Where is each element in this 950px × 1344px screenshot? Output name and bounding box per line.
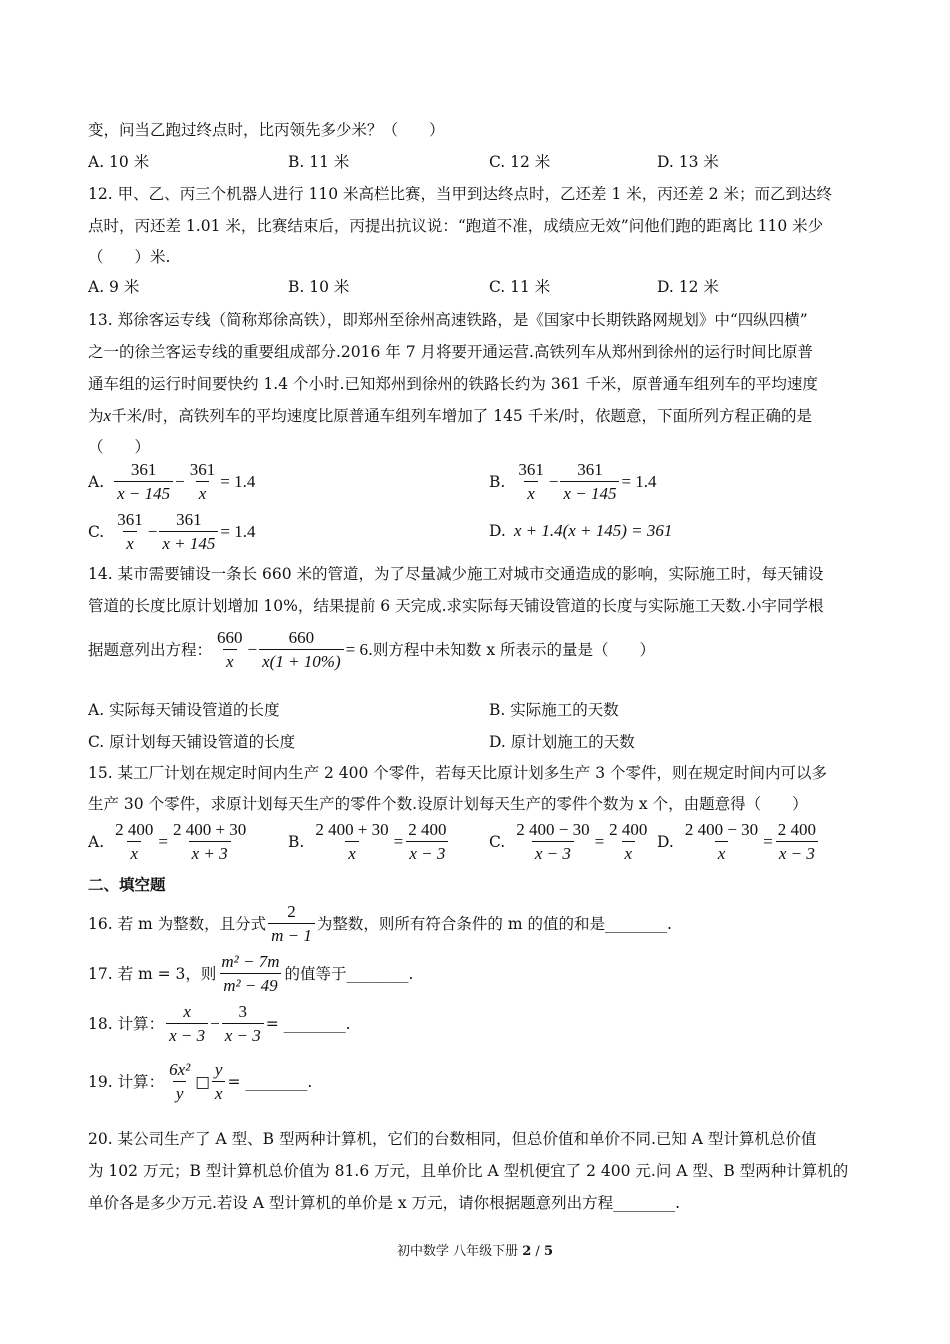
fraction: $\frac{2 400 - 30}{x}$ [684, 820, 759, 863]
q11-option-d: D. 13 米 [657, 153, 719, 171]
fraction: $\frac{361}{x - 145}$ [114, 460, 173, 503]
fraction: $\frac{2 400}{x - 3}$ [777, 820, 816, 863]
fraction: $\frac{361}{x + 145}$ [159, 510, 218, 553]
q12-option-c: C. 11 米 [489, 278, 551, 296]
q13-line5: （ ） [88, 438, 151, 456]
fraction: $\frac{x}{x - 3}$ [166, 1002, 208, 1045]
fraction: $\frac{361}{x - 145}$ [560, 460, 619, 503]
fraction: $\frac{2}{m - 1}$ [268, 902, 315, 945]
q11-tail: 变，问当乙跑过终点时，比丙领先多少米？（ ） [88, 121, 445, 139]
fraction: $\frac{660}{x(1 + 10\%)}$ [259, 628, 344, 671]
q15-option-c: C. $\frac{2 400 - 30}{x - 3}$ = $\frac{2 400}{x}$ [489, 820, 652, 863]
q13-option-d: D. x + 1.4(x + 145) = 361 [489, 521, 673, 540]
q15-option-d: D. $\frac{2 400 - 30}{x}$ = $\frac{2 400}{x - 3}$ [657, 820, 821, 863]
fraction: $\frac{2 400}{x - 3}$ [408, 820, 447, 863]
q14-line1: 14. 某市需要铺设一条长 660 米的管道，为了尽量减少施工对城市交通造成的影响，实际施工时，每天铺设 [88, 565, 824, 583]
fraction: $\frac{\text{m² − 7m}}{\text{m² − 49}}$ [221, 952, 280, 995]
q20-line3: 单价各是多少万元.若设 A 型计算机的单价是 x 万元，请你根据题意列出方程________. [88, 1194, 680, 1212]
q13-option-a: A. $\frac{361}{x - 145}$ − $\frac{361}{x}$ = 1.4 [88, 460, 256, 503]
q14-option-c: C. 原计划每天铺设管道的长度 [88, 733, 296, 751]
q15-option-a: A. $\frac{2 400}{x}$ = $\frac{2 400 + 30}{x + 3}$ [88, 820, 251, 863]
fraction: $\frac{y}{x}$ [212, 1060, 226, 1103]
page-footer: 初中数学 八年级下册 2 / 5 [396, 1244, 553, 1259]
q13-line2: 之一的徐兰客运专线的重要组成部分.2016 年 7 月将要开通运营.高铁列车从郑州到徐州的运行时间比原普 [88, 343, 813, 361]
q14-option-d: D. 原计划施工的天数 [489, 733, 635, 751]
q11-option-b: B. 11 米 [288, 153, 350, 171]
q18: 18. 计算： $\frac{x}{x - 3}$ − $\frac{3}{x - 3}$ = ________. [88, 1002, 351, 1045]
fraction: $\frac{3}{x - 3}$ [222, 1002, 264, 1045]
fraction: $\frac{2 400 - 30}{x - 3}$ [516, 820, 590, 863]
fraction: $\frac{2 400 + 30}{x + 3}$ [172, 820, 247, 863]
q20-line2: 为 102 万元；B 型计算机总价值为 81.6 万元，且单价比 A 型机便宜了 2 400 元.问 A 型、B 型两种计算机的 [88, 1162, 849, 1180]
fraction: $\frac{2 400}{x}$ [115, 820, 154, 863]
q13-option-c: C. $\frac{361}{x}$ − $\frac{361}{x + 145}$ = 1.4 [88, 510, 256, 553]
q12-line2: 点时，丙还差 1.01 米，比赛结束后，丙提出抗议说：“跑道不准，成绩应无效”问他们跑的距离比 110 米少 [88, 217, 824, 235]
q12-line1: 12. 甲、乙、丙三个机器人进行 110 米高栏比赛，当甲到达终点时，乙还差 1 米，丙还差 2 米；而乙到达终 [88, 185, 832, 203]
q12-option-a: A. 9 米 [88, 278, 140, 296]
q20-line1: 20. 某公司生产了 A 型、B 型两种计算机，它们的台数相同，但总价值和单价不同.已知 A 型计算机总价值 [88, 1130, 817, 1148]
fraction: $\frac{361}{x}$ [189, 460, 216, 503]
q14-option-b: B. 实际施工的天数 [489, 701, 619, 719]
q15-line1: 15. 某工厂计划在规定时间内生产 2 400 个零件，若每天比原计划多生产 3 个零件，则在规定时间内可以多 [88, 764, 828, 782]
section-heading: 二、填空题 [88, 876, 166, 894]
fraction: $\frac{\text{6x²}}{y}$ [169, 1060, 191, 1103]
q12-option-b: B. 10 米 [288, 278, 350, 296]
q15-line2: 生产 30 个零件，求原计划每天生产的零件个数.设原计划每天生产的零件个数为 x 个，由题意得（ ） [88, 795, 808, 813]
q11-option-c: C. 12 米 [489, 153, 551, 171]
q13-option-b: B. $\frac{361}{x}$ − $\frac{361}{x - 145}$ = 1.4 [489, 460, 657, 503]
q14-line2: 管道的长度比原计划增加 10%，结果提前 6 天完成.求实际每天铺设管道的长度与实际施工天数.小宇同学根 [88, 597, 824, 615]
q14-line3: 据题意列出方程： $\frac{660}{x}$ − $\frac{660}{x(1 + 10\%)}$ = 6 .则方程中未知数 x 所表示的量是（ ） [88, 628, 655, 671]
fraction: $\frac{361}{x}$ [518, 460, 544, 503]
q13-line1: 13. 郑徐客运专线（简称郑徐高铁），即郑州至徐州高速铁路，是《国家中长期铁路网规划》中“四纵四横” [88, 311, 808, 329]
q12-line3: （ ）米. [88, 248, 171, 266]
fraction: $\frac{2 400}{x}$ [609, 820, 648, 863]
q19: 19. 计算： $\frac{\text{6x²}}{y}$ □ $\frac{y}{x}$ = ________. [88, 1060, 313, 1103]
q13-line4: 为x千米/时，高铁列车的平均速度比原普通车组列车增加了 145 千米/时，依题意，下面所列方程正确的是 [88, 406, 812, 425]
q16: 16. 若 m 为整数，且分式 $\frac{2}{m - 1}$ 为整数，则所有符合条件的 m 的值的和是________. [88, 902, 672, 945]
q12-option-d: D. 12 米 [657, 278, 719, 296]
q14-option-a: A. 实际每天铺设管道的长度 [88, 701, 280, 719]
fraction: $\frac{660}{x}$ [217, 628, 243, 671]
q17: 17. 若 m = 3，则 $\frac{\text{m² − 7m}}{\text{m² − 49}}$ 的值等于________. [88, 952, 414, 995]
q15-option-b: B. $\frac{2 400 + 30}{x}$ = $\frac{2 400}{x - 3}$ [288, 820, 452, 863]
q13-line3: 通车组的运行时间要快约 1.4 个小时.已知郑州到徐州的铁路长约为 361 千米，原普通车组列车的平均速度 [88, 375, 818, 393]
fraction: $\frac{2 400 + 30}{x}$ [315, 820, 389, 863]
fraction: $\frac{361}{x}$ [117, 510, 143, 553]
q11-option-a: A. 10 米 [88, 153, 150, 171]
